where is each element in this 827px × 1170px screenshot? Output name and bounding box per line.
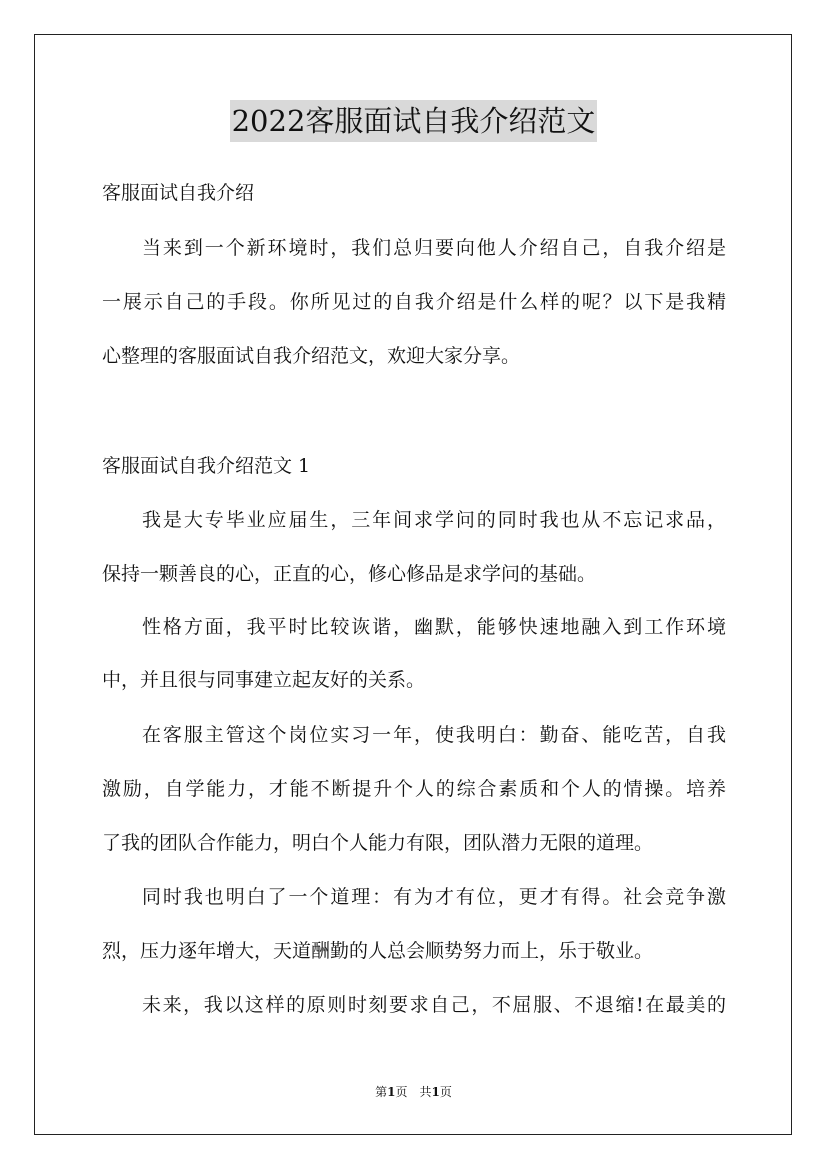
- footer-page-mid: 页 共: [395, 1085, 432, 1099]
- footer-page-prefix: 第: [375, 1085, 388, 1099]
- page-footer: [0, 1084, 827, 1100]
- paragraph-line: 烈，压力逐年增大，天道酬勤的人总会顺势努力而上，乐于敬业。: [102, 940, 654, 962]
- document-title: 2022客服面试自我介绍范文: [230, 100, 598, 142]
- section-heading: 客服面试自我介绍: [102, 182, 255, 204]
- paragraph-line: 未来，我以这样的原则时刻要求自己，不屈服、不退缩!在最美的: [142, 994, 726, 1016]
- paragraph-line: 一展示自己的手段。你所见过的自我介绍是什么样的呢？以下是我精: [102, 291, 726, 313]
- title-container: [0, 100, 827, 142]
- paragraph-line: 同时我也明白了一个道理：有为才有位，更才有得。社会竞争激: [142, 886, 726, 908]
- paragraph-line: 激励，自学能力，才能不断提升个人的综合素质和个人的情操。培养: [102, 778, 726, 800]
- paragraph-line: 了我的团队合作能力，明白个人能力有限，团队潜力无限的道理。: [102, 832, 654, 854]
- section-heading: 客服面试自我介绍范文 1: [102, 455, 311, 477]
- paragraph-line: 心整理的客服面试自我介绍范文，欢迎大家分享。: [102, 345, 521, 367]
- paragraph-line: 保持一颗善良的心，正直的心，修心修品是求学问的基础。: [102, 563, 597, 585]
- paragraph-line: 性格方面，我平时比较诙谐，幽默，能够快速地融入到工作环境: [142, 616, 726, 638]
- paragraph-line: 中，并且很与同事建立起友好的关系。: [102, 669, 426, 691]
- paragraph-line: 在客服主管这个岗位实习一年，使我明白：勤奋、能吃苦，自我: [142, 724, 726, 746]
- footer-page-total: 1: [431, 1085, 440, 1099]
- paragraph-line: 当来到一个新环境时，我们总归要向他人介绍自己，自我介绍是: [142, 237, 726, 259]
- footer-page-current: 1: [387, 1085, 396, 1099]
- paragraph-line: 我是大专毕业应届生，三年间求学问的同时我也从不忘记求品，: [142, 509, 726, 531]
- footer-page-suffix: 页: [439, 1085, 452, 1099]
